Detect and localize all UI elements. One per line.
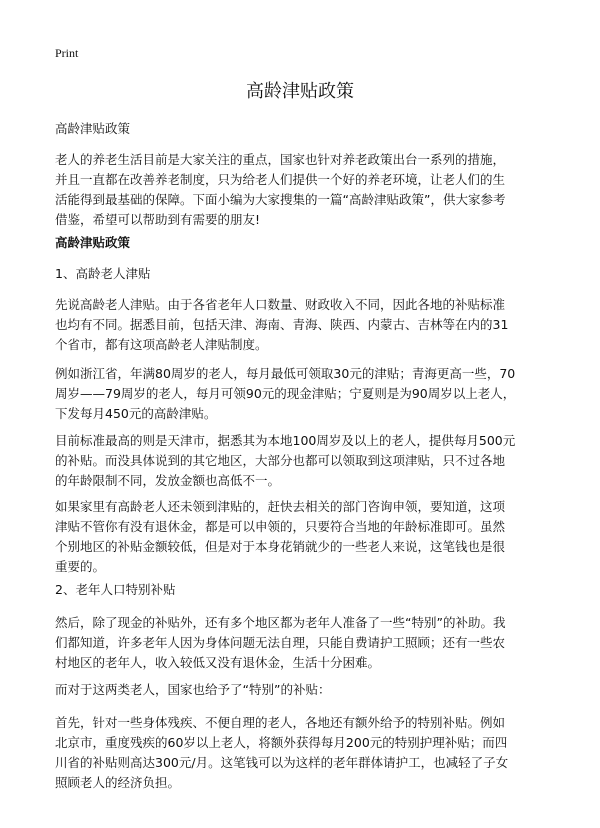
text-line: 照顾老人的经济负担。 [55,775,181,790]
text-line: 个别地区的补贴金额较低，但是对于本身花销就少的一些老人来说，这笔钱也是很 [55,539,506,554]
intro-paragraph [55,150,555,230]
text-line: 如果家里有高龄老人还未领到津贴的，赶快去相关的部门咨询申领，要知道，这项 [55,499,506,514]
heading-senior-allowance: 1、高龄老人津贴 [55,266,151,281]
text-line: 借鉴，希望可以帮助到有需要的朋友! [55,212,261,227]
text-line: 例如浙江省，年满80周岁的老人，每月最低可领取30元的津贴；青海更高一些，70 [55,366,516,381]
paragraph-disability-subsidy [55,713,555,793]
paragraph-provincial-examples [55,364,555,424]
paragraph-two-types [55,680,555,700]
text-line: 北京市，重度残疾的60岁以上老人，将额外获得每月200元的特别护理补贴；而四 [55,735,508,750]
text-line: 目前标准最高的则是天津市，据悉其为本地100周岁及以上的老人，提供每月500元 [55,433,516,448]
text-line: 们都知道，许多老年人因为身体问题无法自理，只能自费请护工照顾；还有一些农 [55,635,506,650]
text-line: 重要的。 [55,559,106,574]
text-line: 首先，针对一些身体残疾、不便自理的老人，各地还有额外给予的特别补贴。例如 [55,715,506,730]
document-subtitle: 高龄津贴政策 [55,121,131,136]
text-line: 下发每月450元的高龄津贴。 [55,406,217,421]
paragraph-apply-advice [55,497,555,577]
page-title: 高龄津贴政策 [246,81,354,102]
paragraph-special-subsidy [55,613,555,673]
section-heading: 高龄津贴政策 [55,235,131,250]
text-line: 周岁——79周岁的老人，每月可领90元的现金津贴；宁夏则是为90周岁以上老人， [55,386,516,401]
paragraph-highest-standard [55,431,555,491]
print-link[interactable]: Print [55,46,79,60]
text-line: 津贴不管你有没有退休金，都是可以申领的，只要符合当地的年龄标准即可。虽然 [55,519,506,534]
text-line: 而对于这两类老人，国家也给予了“特别”的补贴： [55,682,331,697]
text-line: 村地区的老年人，收入较低又没有退休金，生活十分困难。 [55,655,381,670]
text-line: 也均有不同。据悉目前，包括天津、海南、青海、陕西、内蒙古、吉林等在内的31 [55,317,509,332]
text-line: 并且一直都在改善养老制度，只为给老人们提供一个好的养老环境，让老人们的生 [55,172,506,187]
text-line: 个省市，都有这项高龄老人津贴制度。 [55,337,268,352]
text-line: 老人的养老生活目前是大家关注的重点，国家也针对养老政策出台一系列的措施， [55,152,506,167]
text-line: 然后，除了现金的补贴外，还有多个地区都为老年人准备了一些“特别”的补助。我 [55,615,506,630]
text-line: 川省的补贴则高达300元/月。这笔钱可以为这样的老年群体请护工，也减轻了子女 [55,755,509,770]
text-line: 的年龄限制不同，发放金额也高低不一。 [55,473,281,488]
text-line: 的补贴。而没具体说到的其它地区，大部分也都可以领取到这项津贴，只不过各地 [55,453,506,468]
heading-special-subsidy: 2、老年人口特别补贴 [55,582,176,597]
text-line: 活能得到最基础的保障。下面小编为大家搜集的一篇“高龄津贴政策”，供大家参考 [55,192,506,207]
paragraph-allowance-overview [55,295,555,355]
text-line: 先说高龄老人津贴。由于各省老年人口数量、财政收入不同，因此各地的补贴标准 [55,297,506,312]
